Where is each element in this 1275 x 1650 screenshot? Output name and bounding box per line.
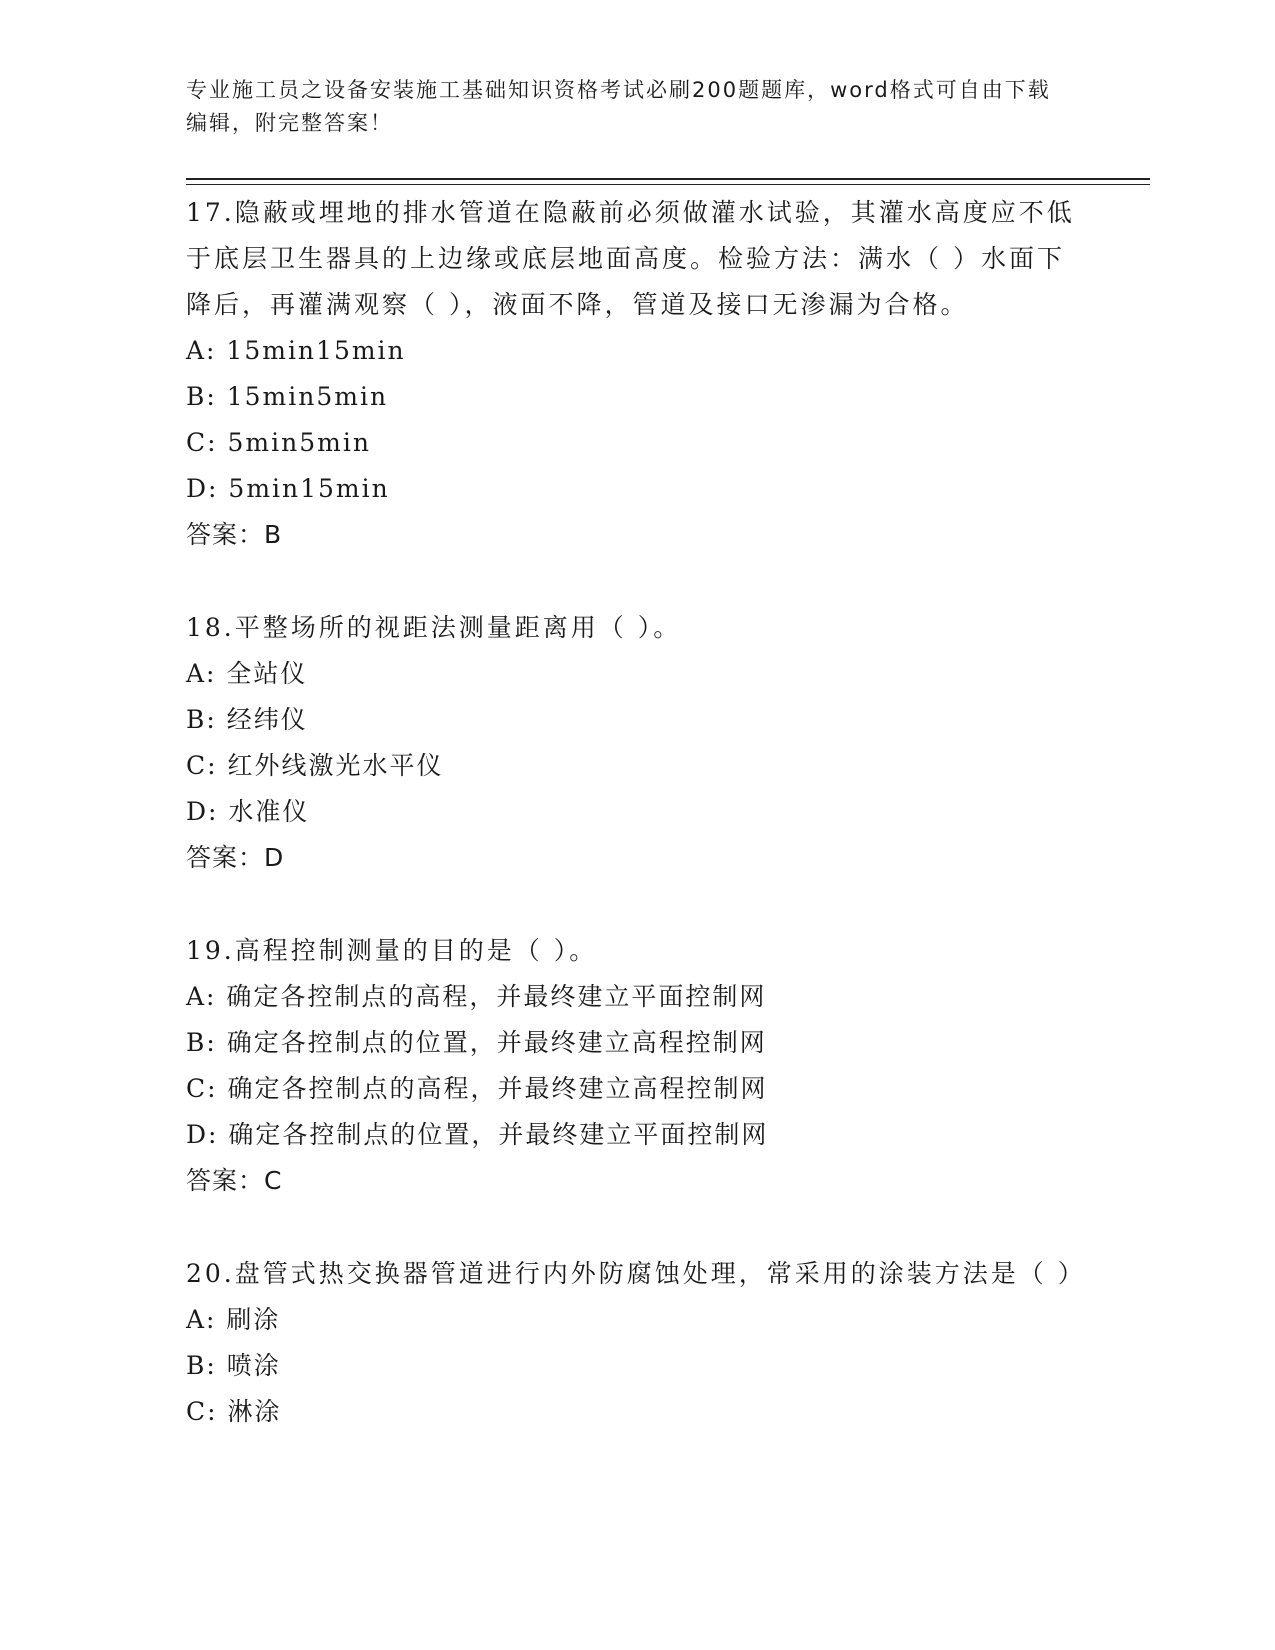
option-a: A: 15min15min (186, 336, 406, 365)
option-d: D: 确定各控制点的位置，并最终建立平面控制网 (186, 1120, 769, 1149)
option-c: C: 红外线激光水平仪 (186, 751, 444, 780)
option-a: A: 全站仪 (186, 659, 308, 688)
answer-line: 答案：B (186, 520, 283, 549)
option-b: B: 喷涂 (186, 1351, 281, 1380)
option-a: A: 刷涂 (186, 1305, 281, 1334)
question-stem: 18.平整场所的视距法测量距离用（ ）。 (186, 613, 682, 642)
question-stem: 17.隐蔽或埋地的排水管道在隐蔽前必须做灌水试验，其灌水高度应不低于底层卫生器具的上边缘或底层地面高度。检验方法：满水（ ）水面下降后，再灌满观察（ ），液面不降，管道及接口无渗漏为合格。 (186, 198, 1075, 319)
option-b: B: 15min5min (186, 382, 389, 411)
header-rule-thick (186, 178, 1150, 180)
question-20 (186, 1251, 1086, 1435)
question-stem: 20.盘管式热交换器管道进行内外防腐蚀处理，常采用的涂装方法是（ ） (186, 1259, 1086, 1288)
answer-line: 答案：D (186, 843, 285, 872)
option-b: B: 确定各控制点的位置，并最终建立高程控制网 (186, 1028, 767, 1057)
option-d: D: 5min15min (186, 474, 390, 503)
option-b: B: 经纬仪 (186, 705, 308, 734)
document-header: 专业施工员之设备安装施工基础知识资格考试必刷200题题库，word格式可自由下载编辑，附完整答案！ (186, 78, 1051, 135)
question-list (186, 190, 1086, 1482)
question-18 (186, 605, 1086, 881)
answer-line: 答案：C (186, 1166, 283, 1195)
option-a: A: 确定各控制点的高程，并最终建立平面控制网 (186, 982, 767, 1011)
option-d: D: 水准仪 (186, 797, 310, 826)
option-c: C: 确定各控制点的高程，并最终建立高程控制网 (186, 1074, 768, 1103)
question-17 (186, 190, 1086, 558)
question-19 (186, 928, 1086, 1204)
option-c: C: 5min5min (186, 428, 371, 457)
question-stem: 19.高程控制测量的目的是（ ）。 (186, 936, 598, 965)
option-c: C: 淋涂 (186, 1397, 282, 1426)
header-rule-thin (186, 184, 1150, 185)
